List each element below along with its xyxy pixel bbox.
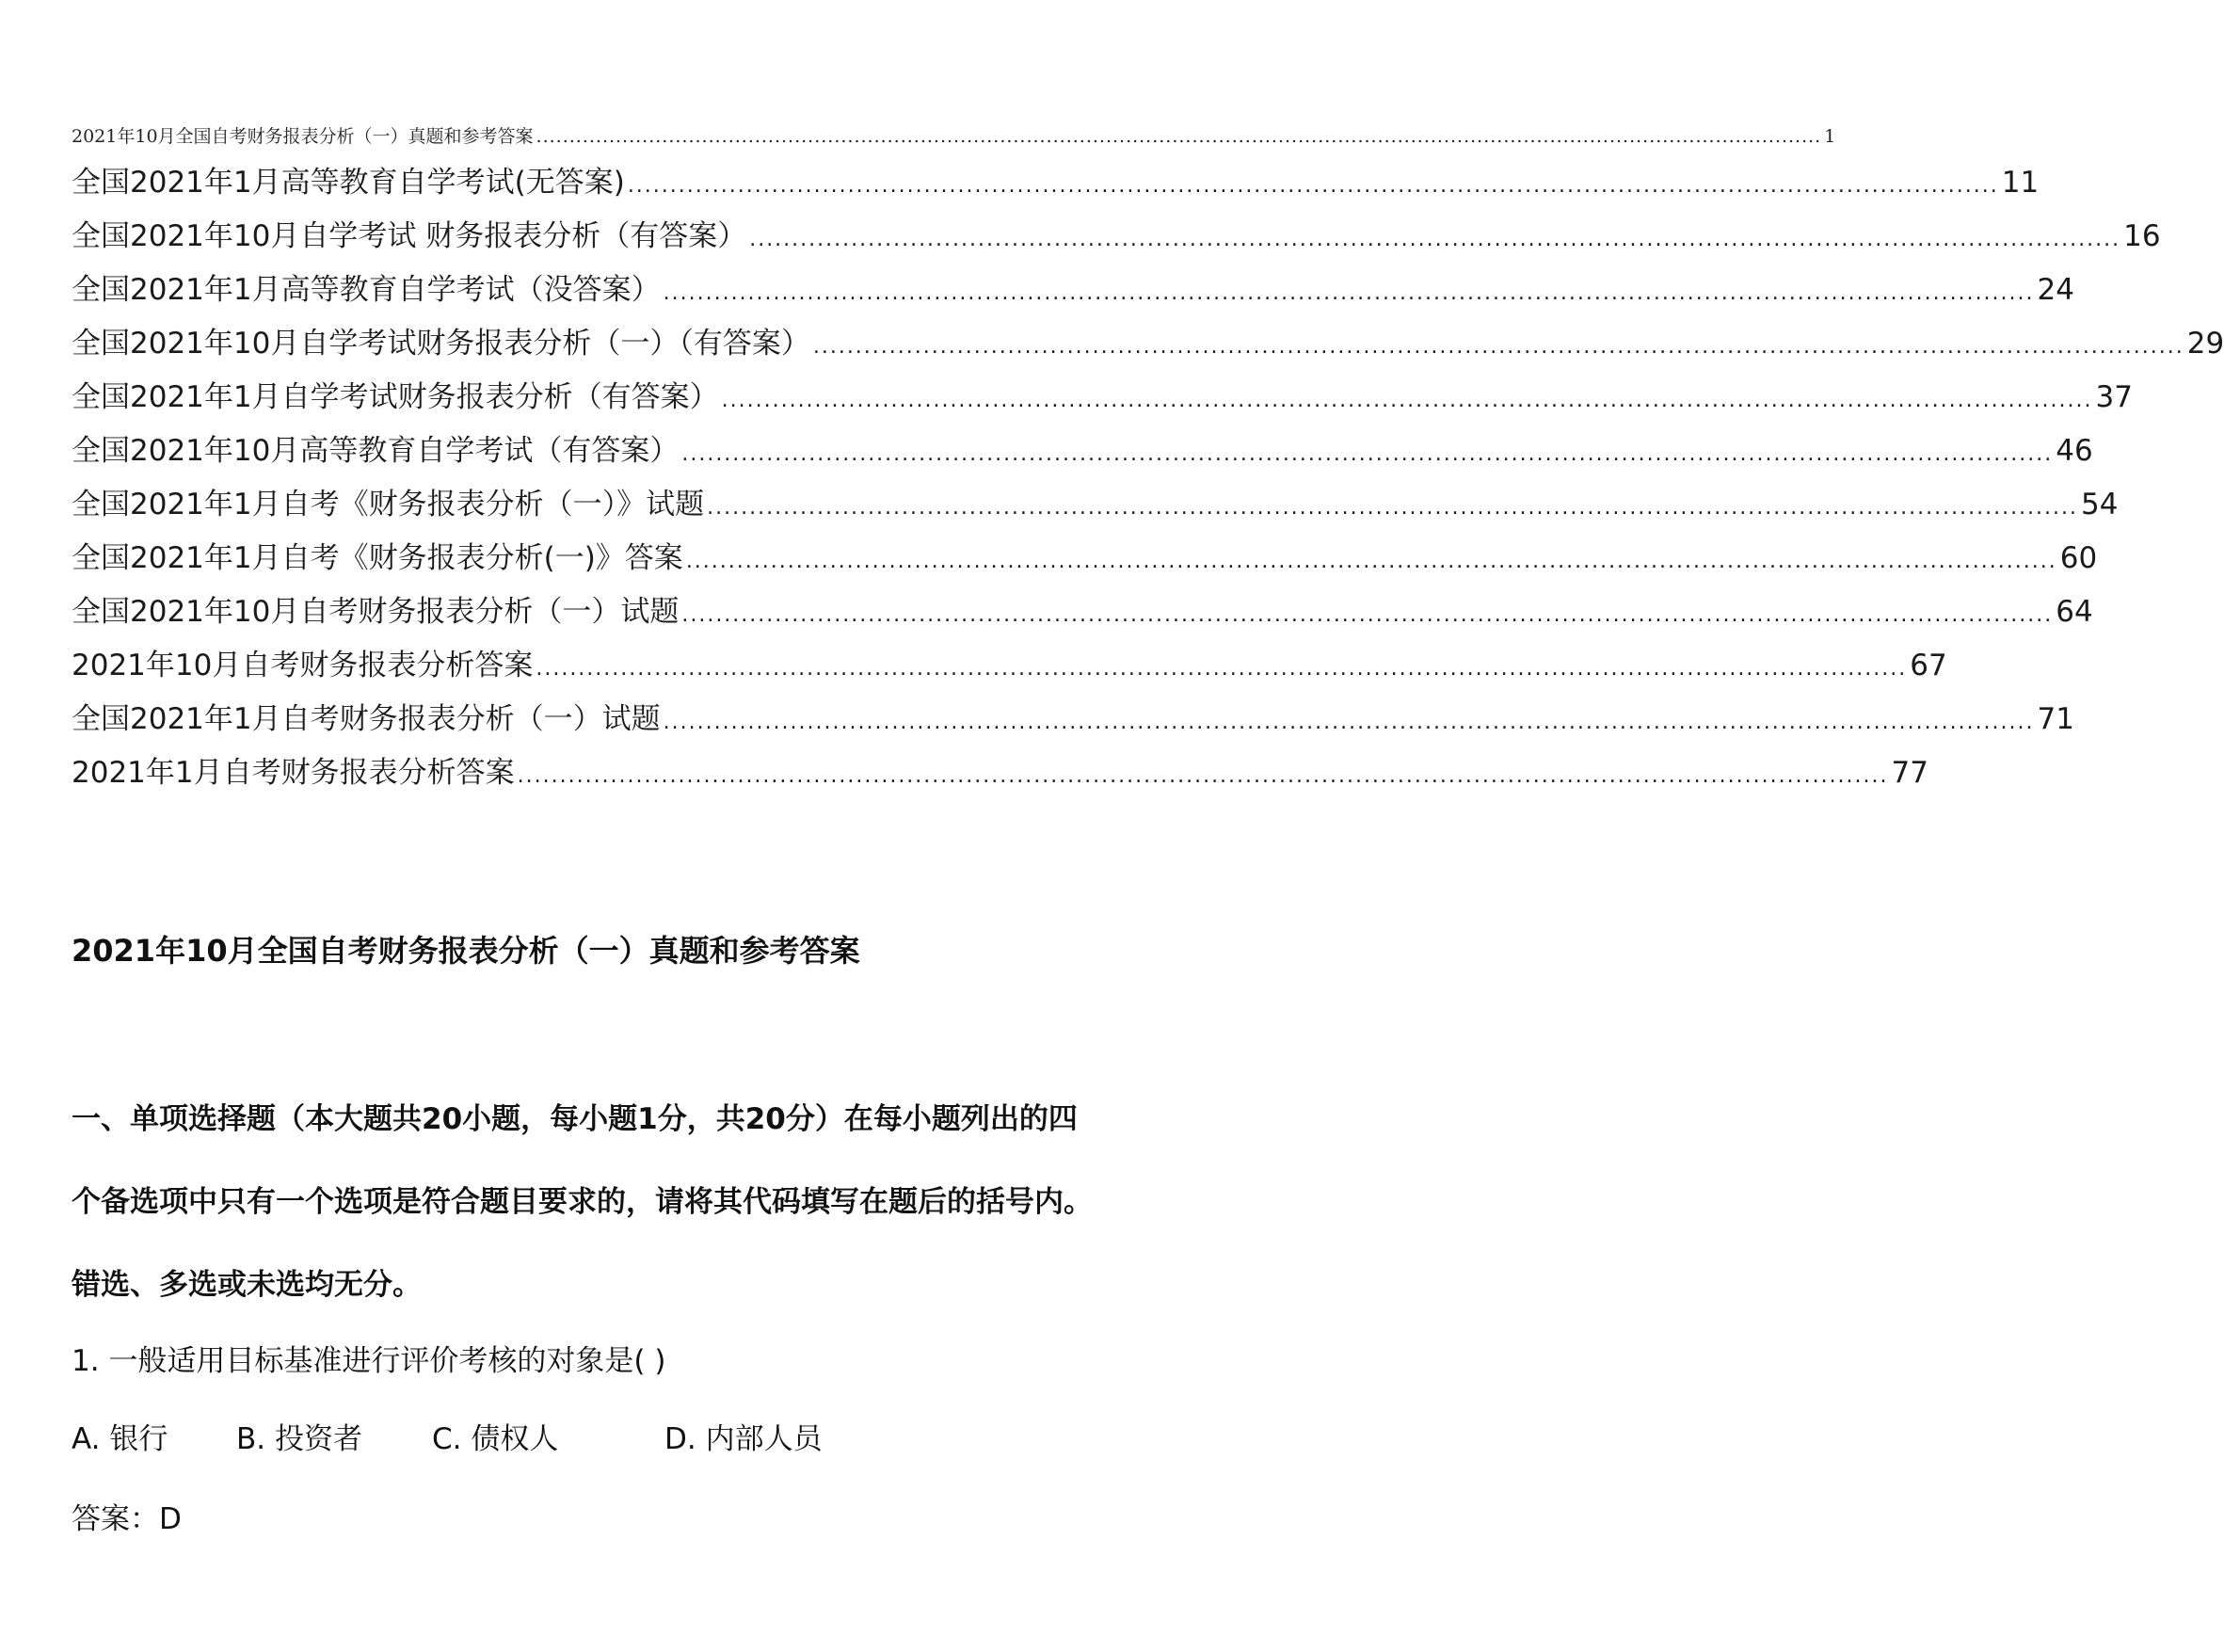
toc-entry-page: 29 — [2186, 327, 2224, 361]
toc-entry[interactable] — [72, 587, 2093, 630]
toc-entry[interactable] — [72, 265, 2074, 308]
toc-leader-dots: .................................................................................................................................................................. — [663, 711, 2035, 734]
toc-entry-title: 全国2021年1月自考财务报表分析（一）试题 — [72, 702, 661, 736]
toc-leader-dots: .................................................................................................................................................................. — [685, 550, 2057, 573]
toc-leader-dots: .................................................................................................................................................................. — [681, 603, 2054, 627]
toc-entry-page: 1 — [1824, 126, 1836, 147]
toc-leader-dots: .................................................................................................................................................................. — [627, 174, 1999, 198]
toc-entry-page: 16 — [2123, 219, 2161, 253]
toc-entry-title: 全国2021年10月自学考试 财务报表分析（有答案） — [72, 219, 747, 253]
toc-entry-title: 2021年10月全国自考财务报表分析（一）真题和参考答案 — [72, 126, 534, 147]
toc-entry[interactable] — [72, 641, 1947, 683]
toc-entry-title: 全国2021年1月自学考试财务报表分析（有答案） — [72, 380, 719, 414]
toc-leader-dots: .................................................................................................................................................................. — [663, 281, 2035, 305]
toc-entry[interactable] — [72, 748, 1928, 791]
toc-leader-dots: .................................................................................................................................................................. — [517, 764, 1889, 788]
toc-leader-dots: .................................................................................................................................................................. — [681, 442, 2054, 466]
toc-entry-title: 全国2021年10月自学考试财务报表分析（一）（有答案） — [72, 327, 810, 361]
option-d: D. 内部人员 — [664, 1422, 823, 1456]
toc-entry[interactable] — [72, 319, 2224, 361]
toc-entry-page: 64 — [2056, 595, 2093, 629]
toc-entry-title: 2021年1月自考财务报表分析答案 — [72, 756, 515, 790]
toc-entry-title: 全国2021年1月自考《财务报表分析（一）》试题 — [72, 488, 705, 521]
option-a: A. 银行 — [72, 1422, 168, 1456]
toc-entry-title: 全国2021年1月自考《财务报表分析(一)》答案 — [72, 541, 683, 575]
toc-leader-dots: .................................................................................................................................................................. — [721, 389, 2093, 412]
toc-entry-page: 77 — [1891, 756, 1928, 790]
toc-leader-dots: .................................................................................................................................................................................................. — [536, 126, 1822, 147]
toc-entry-title: 全国2021年10月自考财务报表分析（一）试题 — [72, 595, 680, 629]
toc-entry-page: 24 — [2037, 273, 2074, 307]
toc-entry-page: 11 — [2001, 166, 2040, 200]
toc-leader-dots: .................................................................................................................................................................. — [707, 496, 2079, 520]
toc-entry[interactable] — [72, 212, 2161, 254]
question-text: 1. 一般适用目标基准进行评价考核的对象是( ) — [72, 1344, 666, 1378]
toc-entry[interactable] — [72, 480, 2119, 522]
toc-entry-title: 2021年10月自考财务报表分析答案 — [72, 649, 534, 682]
toc-entry-page: 71 — [2037, 702, 2074, 736]
toc-entry-page: 54 — [2081, 488, 2119, 521]
toc-entry-page: 46 — [2056, 434, 2093, 468]
toc-leader-dots: .................................................................................................................................................................. — [812, 335, 2184, 359]
toc-entry-title: 全国2021年1月高等教育自学考试（没答案） — [72, 273, 661, 307]
toc-entry-title: 全国2021年1月高等教育自学考试(无答案) — [72, 166, 625, 200]
document-title: 2021年10月全国自考财务报表分析（一）真题和参考答案 — [72, 933, 860, 969]
toc-leader-dots: .................................................................................................................................................................. — [536, 657, 1908, 681]
section-heading: 一、单项选择题（本大题共20小题，每小题1分，共20分）在每小题列出的四个备选项中只有一个选项是符合题目要求的，请将其代码填写在题后的括号内。错选、多选或未选均无分。 — [72, 1102, 1093, 1302]
toc-entry-title: 全国2021年10月高等教育自学考试（有答案） — [72, 434, 680, 468]
toc-entry-page: 67 — [1910, 649, 1947, 682]
answer-text: 答案：D — [72, 1502, 182, 1536]
option-b: B. 投资者 — [236, 1422, 362, 1456]
toc-entry[interactable] — [72, 695, 2074, 737]
toc-entry[interactable] — [72, 158, 2040, 200]
toc-entry[interactable] — [72, 122, 1836, 148]
option-c: C. 债权人 — [432, 1422, 559, 1456]
toc-entry-page: 60 — [2059, 541, 2098, 575]
toc-entry[interactable] — [72, 534, 2098, 576]
toc-leader-dots: .................................................................................................................................................................. — [749, 228, 2121, 251]
toc-entry[interactable] — [72, 373, 2133, 415]
toc-entry[interactable] — [72, 426, 2093, 469]
toc-entry-page: 37 — [2095, 380, 2133, 414]
